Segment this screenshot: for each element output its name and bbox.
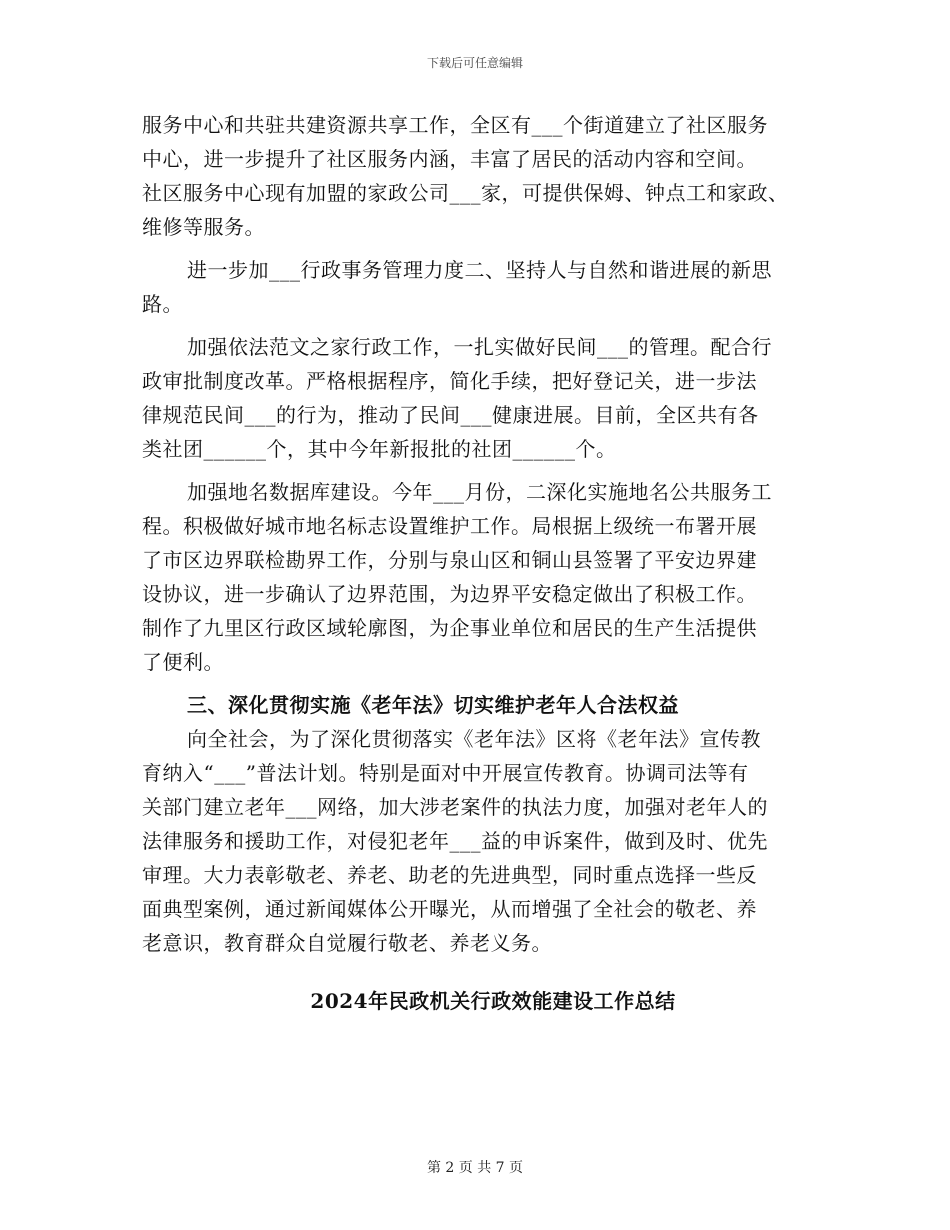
paragraph-3 [142, 330, 832, 466]
text-line: 审理。大力表彰敬老、养老、助老的先进典型，同时重点选择一些反 [142, 863, 757, 887]
paragraph-2 [142, 253, 832, 321]
text-line: 类社团______个，其中今年新报批的社团______个。 [142, 437, 617, 461]
text-line: 服务中心和共驻共建资源共享工作，全区有___个街道建立了社区服务 [142, 113, 768, 137]
text-line: 老意识，教育群众自觉履行敬老、养老义务。 [142, 931, 552, 955]
page-footer-pagination: 第 2 页 共 7 页 [426, 1160, 524, 1176]
text-line: 路。 [142, 292, 183, 316]
text-line: 了市区边界联检勘界工作，分别与泉山区和铜山县签署了平安边界建 [142, 548, 757, 572]
text-line: 律规范民间___的行为，推动了民间___健康进展。目前，全区共有各 [142, 403, 759, 427]
paragraph-4 [142, 475, 832, 679]
document-title: 2024年民政机关行政效能建设工作总结 [310, 989, 676, 1013]
text-line: 政审批制度改革。严格根据程序，简化手续，把好登记关，进一步法 [142, 369, 757, 393]
section-paragraph [142, 722, 832, 960]
text-line: 育纳入“___”普法计划。特别是面对中开展宣传教育。协调司法等有 [142, 761, 749, 785]
text-line: 向全社会，为了深化贯彻落实《老年法》区将《老年法》宣传教 [187, 727, 761, 751]
text-line: 关部门建立老年___网络，加大涉老案件的执法力度，加强对老年人的 [142, 795, 768, 819]
text-line: 进一步加___行政事务管理力度二、坚持人与自然和谐进展的新思 [187, 258, 772, 282]
body-text [142, 108, 832, 1018]
text-line: 法律服务和援助工作，对侵犯老年___益的申诉案件，做到及时、优先 [142, 829, 768, 853]
paragraph-1 [142, 108, 832, 244]
text-line: 了便利。 [142, 650, 224, 674]
text-line: 面典型案例，通过新闻媒体公开曝光，从而增强了全社会的敬老、养 [142, 897, 757, 921]
text-line: 中心，进一步提升了社区服务内涵，丰富了居民的活动内容和空间。 [142, 147, 757, 171]
text-line: 社区服务中心现有加盟的家政公司___家，可提供保姆、钟点工和家政、 [142, 181, 789, 205]
section-heading: 三、深化贯彻实施《老年法》切实维护老年人合法权益 [187, 693, 679, 717]
text-line: 维修等服务。 [142, 215, 265, 239]
text-line: 程。积极做好城市地名标志设置维护工作。局根据上级统一布署开展 [142, 514, 757, 538]
text-line: 加强地名数据库建设。今年___月份，二深化实施地名公共服务工 [187, 480, 772, 504]
text-line: 设协议，进一步确认了边界范围，为边界平安稳定做出了积极工作。 [142, 582, 757, 606]
text-line: 制作了九里区行政区域轮廓图，为企事业单位和居民的生产生活提供 [142, 616, 757, 640]
page-header-note: 下载后可任意编辑 [426, 56, 523, 70]
text-line: 加强依法范文之家行政工作，一扎实做好民间___的管理。配合行 [187, 335, 772, 359]
